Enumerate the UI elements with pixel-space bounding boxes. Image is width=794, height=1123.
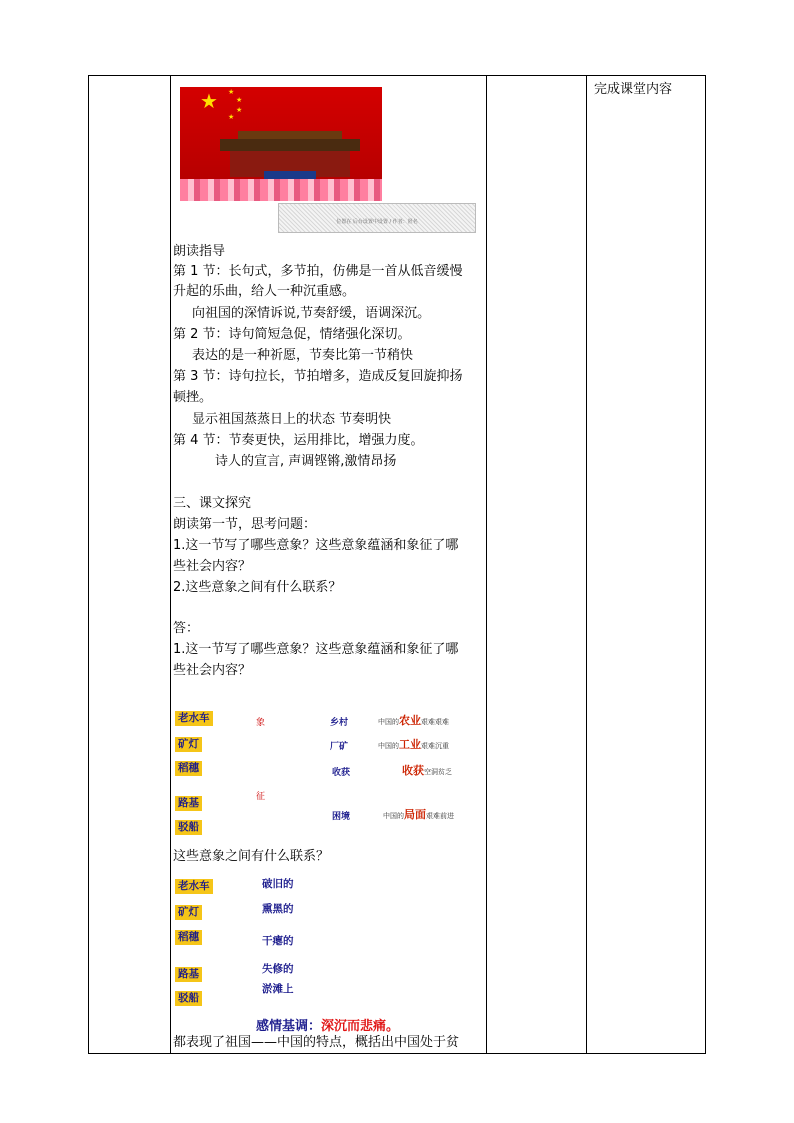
section-heading: 三、课文探究 — [173, 496, 252, 511]
question1-line1: 1.这一节写了哪些意象？这些意象蕴涵和象征了哪 — [173, 538, 459, 553]
imagery-tag-barge: 驳船 — [175, 991, 202, 1006]
table-divider-2 — [486, 75, 487, 1054]
stanza1-line3: 向祖国的深情诉说,节奏舒缓，语调深沉。 — [192, 306, 431, 321]
table-border-left — [88, 75, 89, 1054]
photo-caption: 位置在 后台设置中设置 / 作者：匿名 — [336, 219, 418, 225]
answer-label: 答： — [173, 621, 200, 636]
tiananmen-photo — [180, 87, 382, 201]
stanza3-line1: 第 3 节：诗句拉长，节拍增多，造成反复回旋抑扬 — [173, 369, 463, 384]
right-column-note: 完成课堂内容 — [594, 82, 673, 97]
imagery-tag-minelamp: 矿灯 — [175, 905, 202, 920]
imagery-tag-rice: 稻穗 — [175, 761, 202, 776]
small-star-icon: ★ — [228, 113, 235, 121]
reading-guide-title: 朗读指导 — [173, 244, 226, 259]
question1-line2: 些社会内容？ — [173, 559, 252, 574]
lesson-table — [88, 75, 706, 1054]
imagery-tag-waterwheel: 老水车 — [175, 711, 213, 726]
imagery-tag-barge: 驳船 — [175, 820, 202, 835]
stanza4-line1: 第 4 节：节奏更快，运用排比，增强力度。 — [173, 433, 424, 448]
symbol-plight: 困境 — [332, 812, 351, 822]
flower-bed — [180, 179, 382, 201]
adjective-shabby: 破旧的 — [262, 878, 294, 890]
answer1-line1: 1.这一节写了哪些意象？这些意象蕴涵和象征了哪 — [173, 642, 459, 657]
meaning-situation: 中国的局面艰难前进 — [383, 808, 454, 821]
small-star-icon: ★ — [236, 106, 243, 114]
symbol-village: 乡村 — [330, 718, 349, 728]
symbol-char-2: 征 — [256, 792, 266, 802]
imagery-tag-minelamp: 矿灯 — [175, 737, 202, 752]
stanza4-line2: 诗人的宣言, 声调铿锵,激情昂扬 — [215, 454, 397, 469]
answer1-line2: 些社会内容？ — [173, 663, 252, 678]
stanza2-line1: 第 2 节：诗句简短急促，情绪强化深切。 — [173, 327, 411, 342]
small-star-icon: ★ — [236, 96, 243, 104]
summary-line: 都表现了祖国——中国的特点，概括出中国处于贫 — [173, 1035, 460, 1050]
gate-roof — [220, 139, 360, 151]
imagery-tag-roadbed: 路基 — [175, 967, 202, 982]
question2: 2.这些意象之间有什么联系？ — [173, 580, 342, 595]
adjective-blackened: 熏黑的 — [262, 903, 294, 915]
big-star-icon: ★ — [200, 89, 218, 113]
table-border-right — [705, 75, 706, 1054]
stanza1-line2: 升起的乐曲，给人一种沉重感。 — [173, 284, 356, 299]
imagery-tag-rice: 稻穗 — [175, 930, 202, 945]
adjective-shriveled: 干瘪的 — [262, 935, 294, 947]
meaning-industry: 中国的工业艰难沉重 — [378, 738, 449, 751]
relation-question: 这些意象之间有什么联系？ — [173, 849, 330, 864]
photo-caption-image — [278, 203, 476, 233]
symbol-harvest: 收获 — [332, 768, 351, 778]
question-intro: 朗读第一节，思考问题： — [173, 517, 317, 532]
tone-label: 感情基调： — [256, 1019, 322, 1034]
stanza3-line2: 顿挫。 — [173, 390, 213, 405]
symbol-char-1: 象 — [256, 718, 266, 728]
stanza3-line3: 显示祖国蒸蒸日上的状态 节奏明快 — [192, 412, 392, 427]
table-divider-3 — [586, 75, 587, 1054]
small-star-icon: ★ — [228, 88, 235, 96]
symbol-factory: 厂矿 — [330, 742, 349, 752]
stanza2-line2: 表达的是一种祈愿，节奏比第一节稍快 — [192, 348, 414, 363]
imagery-tag-roadbed: 路基 — [175, 796, 202, 811]
tone-value: 深沉而悲痛。 — [321, 1019, 400, 1034]
adjective-disrepair: 失修的 — [262, 963, 294, 975]
meaning-agriculture: 中国的农业艰难艰难 — [378, 714, 449, 727]
adjective-silted: 淤滩上 — [262, 983, 294, 995]
meaning-harvest: 收获空洞贫乏 — [402, 764, 452, 777]
main-content-cell — [170, 75, 482, 1054]
stanza1-line1: 第 1 节：长句式，多节拍，仿佛是一首从低音缓慢 — [173, 264, 463, 279]
emotional-tone — [256, 1015, 399, 1034]
imagery-tag-waterwheel: 老水车 — [175, 879, 213, 894]
